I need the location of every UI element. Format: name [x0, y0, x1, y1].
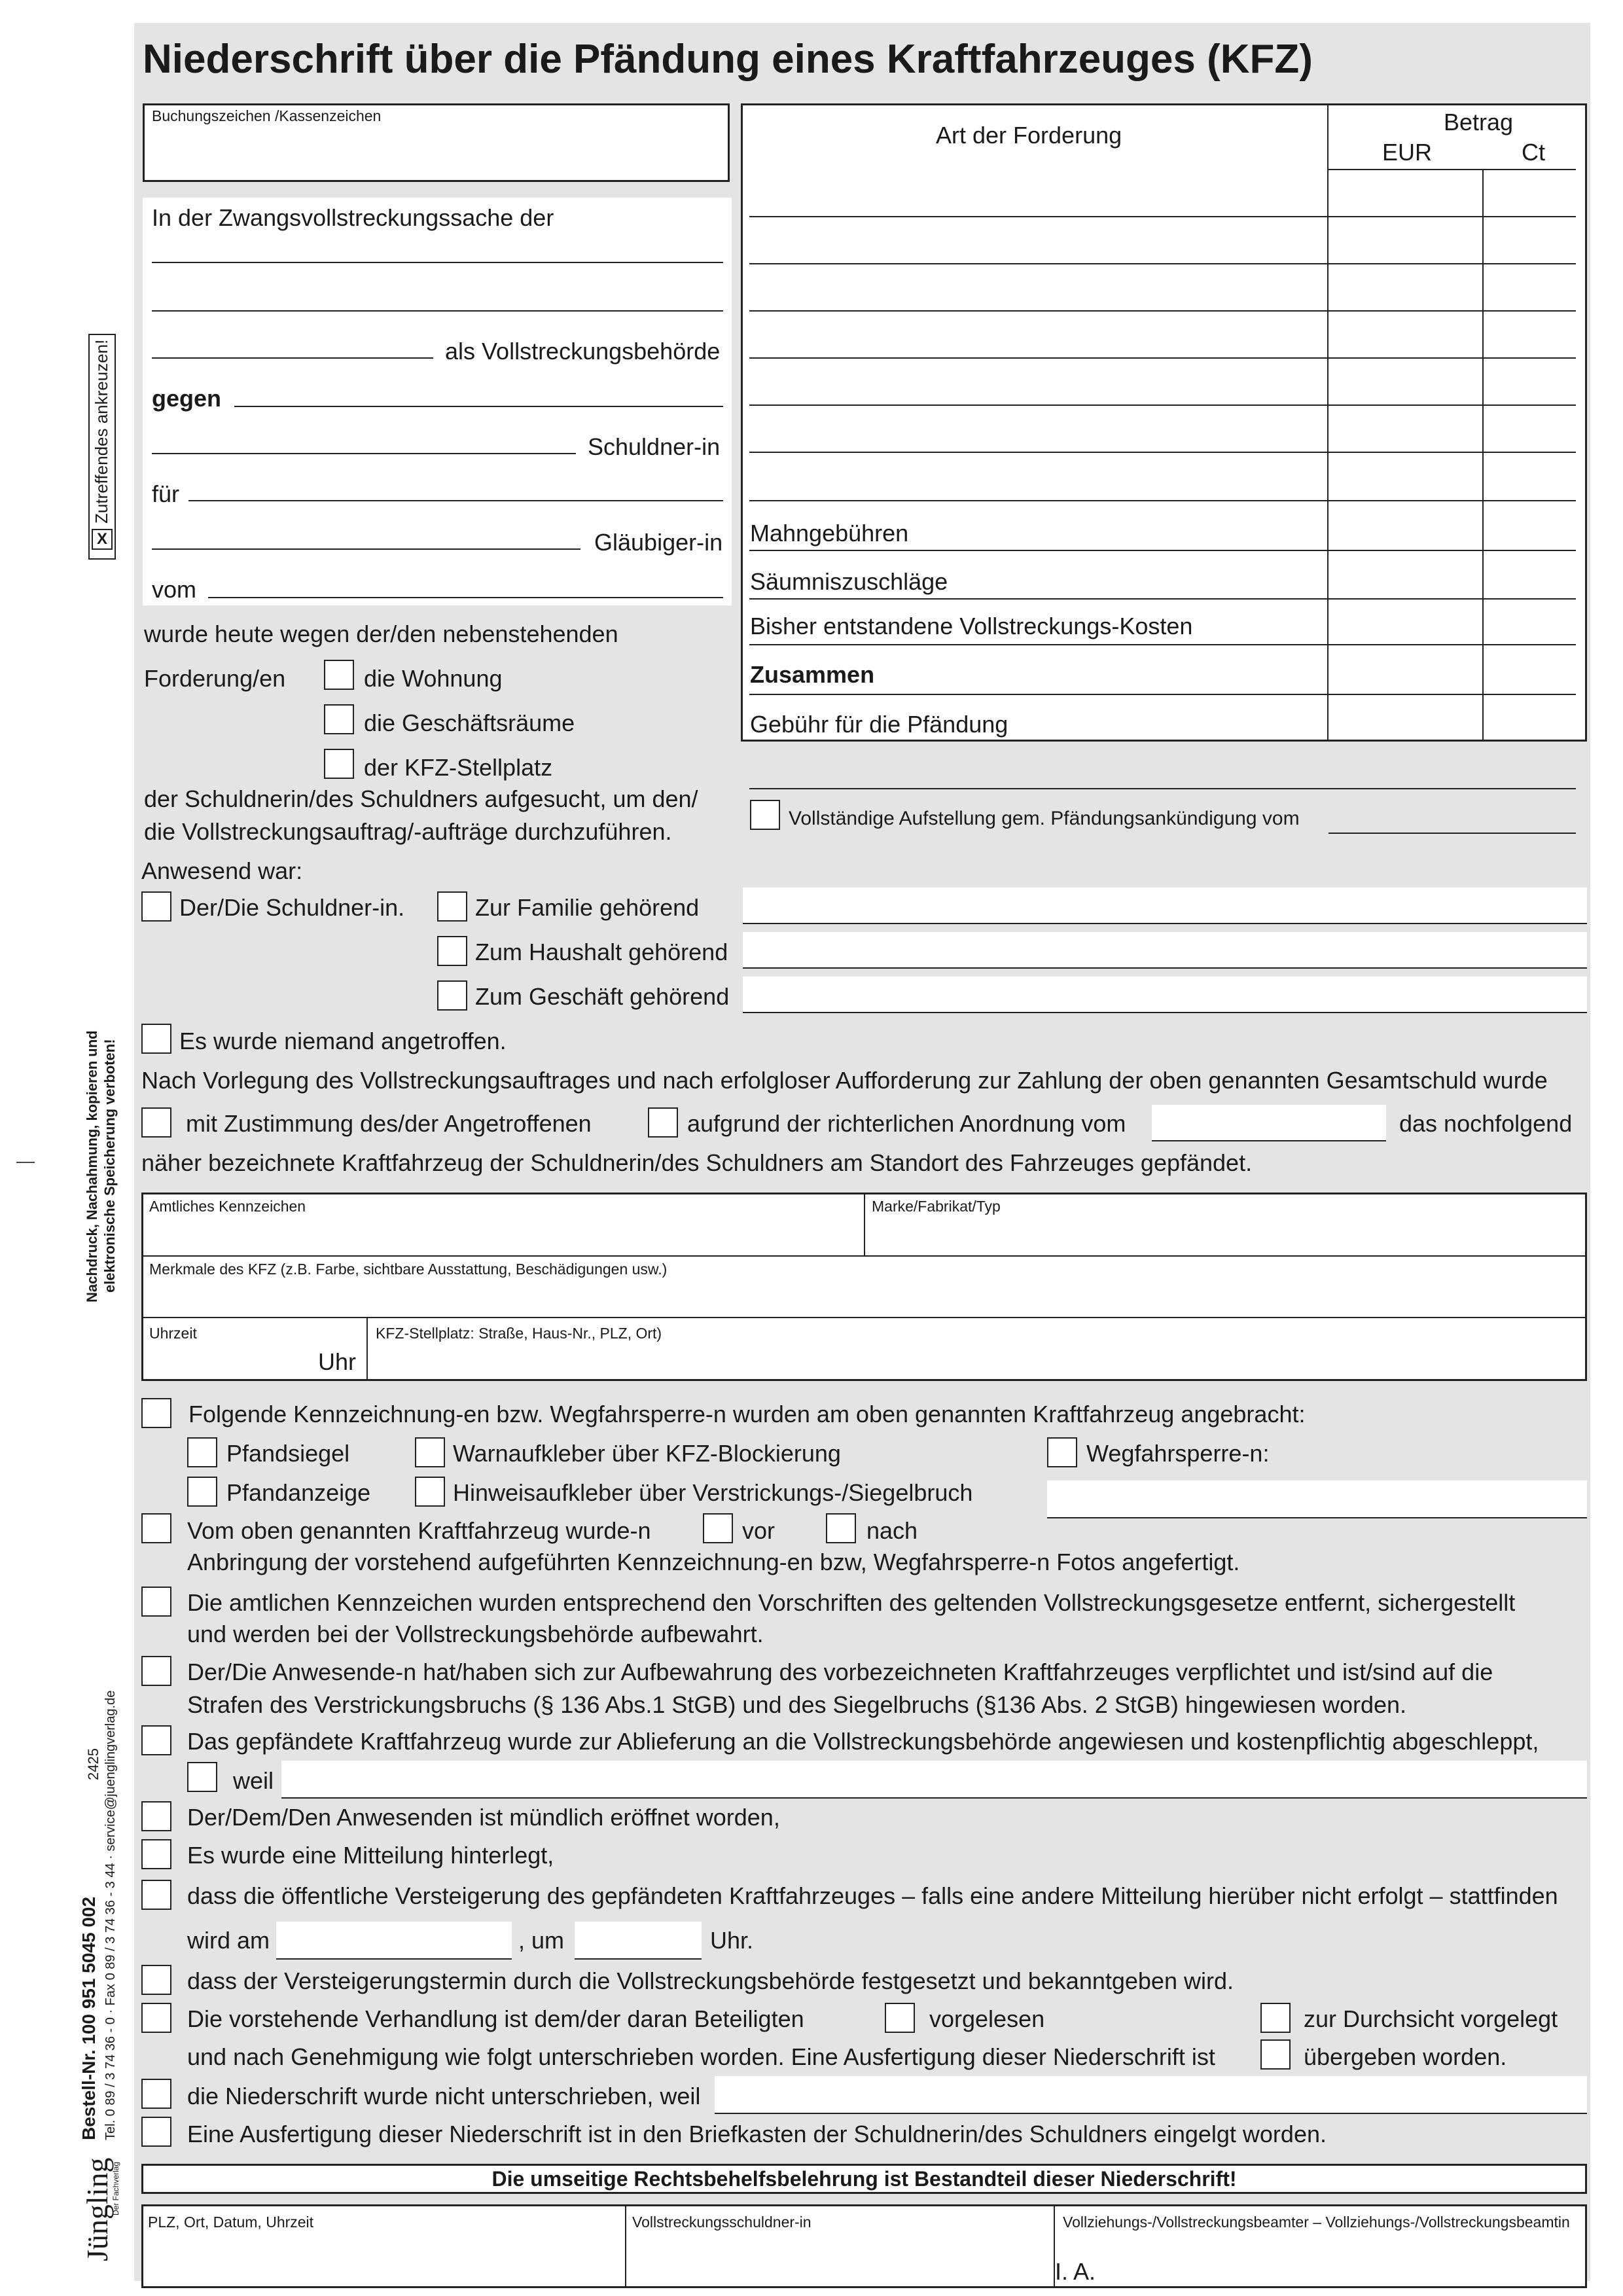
- claims-row-line[interactable]: [749, 452, 1576, 453]
- label-ia: I. A.: [1055, 2258, 1096, 2285]
- vehicle-divider-2: [366, 1317, 368, 1381]
- label-geschaeftsraeume: die Geschäftsräume: [364, 709, 575, 736]
- authority-line-2[interactable]: [152, 310, 723, 312]
- label-durchsicht: zur Durchsicht vorgelegt: [1304, 2005, 1558, 2032]
- claims-table: [741, 103, 1587, 742]
- label-vor: vor: [742, 1517, 776, 1544]
- input-geschaeft[interactable]: [743, 977, 1587, 1013]
- label-beamter-unterschrift: Vollziehungs-/Vollstreckungsbeamter – Vollziehungs-/Vollstreckungsbeamtin: [1063, 2214, 1570, 2231]
- claims-divider-ct: [1482, 169, 1484, 742]
- publisher-contact: Tel. 0 89 / 3 74 36 - 0 · Fax 0 89 / 3 74 36 - 3 44 · service@juenglingverlag.de: [103, 1690, 118, 2140]
- parties-text-4: die Vollstreckungsauftrag/-aufträge durchzuführen.: [144, 818, 672, 845]
- label-marke: Marke/Fabrikat/Typ: [872, 1198, 1001, 1215]
- label-versteigerung: dass die öffentliche Versteigerung des gepfändeten Kraftfahrzeuges – falls eine andere Mitteilung hierüber nicht erfolgt – stattfinden: [187, 1882, 1558, 1909]
- label-weil: weil: [233, 1767, 274, 1794]
- checkbox-aufstellung[interactable]: [750, 800, 780, 830]
- claims-row-line[interactable]: [749, 500, 1576, 501]
- checkbox-wegfahrsperre[interactable]: [1047, 1437, 1077, 1467]
- label-schuldner-unterschrift: Vollstreckungsschuldner-in: [632, 2214, 812, 2231]
- gegen-label: gegen: [152, 385, 222, 412]
- parties-text-2: Forderung/en: [144, 665, 286, 692]
- row-saeumniszuschlaege: Säumniszuschläge: [750, 568, 948, 595]
- label-pfandanzeige: Pfandanzeige: [226, 1479, 371, 1506]
- checkbox-weil[interactable]: [187, 1762, 217, 1792]
- input-wegfahrsperre[interactable]: [1047, 1480, 1587, 1518]
- input-versteigerung-zeit[interactable]: [575, 1922, 702, 1960]
- page-title: Niederschrift über die Pfändung eines Kraftfahrzeuges (KFZ): [143, 37, 1313, 82]
- claims-row-line[interactable]: [749, 263, 1576, 264]
- label-kennzeichen: Amtliches Kennzeichen: [149, 1198, 306, 1215]
- label-geschaeft: Zum Geschäft gehörend: [475, 983, 730, 1010]
- label-aufstellung: Vollständige Aufstellung gem. Pfändungsankündigung vom: [789, 808, 1300, 829]
- debtor-label: Schuldner-in: [588, 433, 721, 460]
- claims-row-line[interactable]: [749, 404, 1576, 406]
- label-uhr-punkt: Uhr.: [710, 1927, 754, 1954]
- row-mahngebuehren: Mahngebühren: [750, 520, 909, 547]
- checkbox-familie[interactable]: [437, 891, 467, 922]
- checkbox-kennzeichnung[interactable]: [141, 1398, 171, 1428]
- label-hinweisaufkleber: Hinweisaufkleber über Verstrickungs-/Siegelbruch: [453, 1479, 973, 1506]
- row-vollstreckungskosten: Bisher entstandene Vollstreckungs-Kosten: [750, 613, 1193, 639]
- label-wegfahrsperre: Wegfahrsperre-n:: [1086, 1440, 1270, 1467]
- parties-text-1: wurde heute wegen der/den nebenstehenden: [144, 620, 618, 647]
- seizure-line-1: Nach Vorlegung des Vollstreckungsauftrages und nach erfolgloser Aufforderung zur Zahlung der oben genannten Gesamtschuld wurde: [141, 1067, 1548, 1094]
- copyright-notice-2: elektronische Speicherung verboten!: [101, 1039, 118, 1293]
- label-niemand: Es wurde niemand angetroffen.: [179, 1028, 507, 1054]
- claims-row-line[interactable]: [749, 310, 1576, 312]
- claims-row-line[interactable]: [749, 644, 1576, 645]
- creditor-line-1[interactable]: [188, 500, 723, 501]
- checkbox-vorgelesen[interactable]: [885, 2003, 915, 2033]
- label-haushalt: Zum Haushalt gehörend: [475, 939, 728, 965]
- creditor-line-2[interactable]: [152, 548, 580, 550]
- authority-line-3[interactable]: [152, 357, 433, 359]
- checkbox-warnaufkleber[interactable]: [415, 1437, 445, 1467]
- creditor-label: Gläubiger-in: [594, 529, 723, 556]
- checkbox-fotos[interactable]: [141, 1513, 171, 1543]
- label-warnaufkleber: Warnaufkleber über KFZ-Blockierung: [453, 1440, 841, 1467]
- checkbox-hinweisaufkleber[interactable]: [415, 1477, 445, 1507]
- checkbox-uebergeben[interactable]: [1260, 2039, 1291, 2070]
- row-zusammen: Zusammen: [750, 661, 875, 688]
- label-nicht-unterschrieben: die Niederschrift wurde nicht unterschrieben, weil: [187, 2083, 701, 2109]
- checkbox-schuldner[interactable]: [141, 891, 171, 922]
- label-genehmigung: und nach Genehmigung wie folgt unterschrieben worden. Eine Ausfertigung dieser Niederschrift ist: [187, 2043, 1215, 2070]
- row-gebuehr-pfaendung: Gebühr für die Pfändung: [750, 711, 1008, 738]
- vehicle-row-line-1: [141, 1255, 1587, 1257]
- label-fotos-1: Vom oben genannten Kraftfahrzeug wurde-n: [187, 1517, 651, 1544]
- checkbox-kennzeichen-entfernt[interactable]: [141, 1587, 171, 1617]
- vehicle-row-line-2: [141, 1317, 1587, 1318]
- checkbox-fotos-nach[interactable]: [826, 1513, 856, 1543]
- checkbox-aufbewahrung[interactable]: [141, 1656, 171, 1686]
- checkbox-fotos-vor[interactable]: [703, 1513, 733, 1543]
- label-uhr: Uhr: [318, 1348, 357, 1375]
- label-schuldner: Der/Die Schuldner-in.: [179, 894, 405, 921]
- input-anordnung-datum[interactable]: [1152, 1105, 1386, 1141]
- publisher-subtitle: Der Fachverlag: [111, 2161, 120, 2215]
- checkbox-verhandlung[interactable]: [141, 2003, 171, 2033]
- legal-notice: Die umseitige Rechtsbehelfsbelehrung ist Bestandteil dieser Niederschrift!: [141, 2164, 1587, 2194]
- aufstellung-date-line[interactable]: [1329, 833, 1576, 834]
- checkbox-geschaeftsraeume[interactable]: [324, 704, 354, 734]
- input-haushalt[interactable]: [743, 932, 1587, 969]
- checkbox-mitteilung[interactable]: [141, 1839, 171, 1869]
- checkbox-termin[interactable]: [141, 1965, 171, 1995]
- label-wohnung: die Wohnung: [364, 665, 503, 692]
- debtor-line-1[interactable]: [234, 406, 723, 407]
- label-merkmale: Merkmale des KFZ (z.B. Farbe, sichtbare Ausstattung, Beschädigungen usw.): [149, 1261, 668, 1278]
- checkbox-geschaeft[interactable]: [437, 980, 467, 1011]
- checkbox-eroeffnet[interactable]: [141, 1801, 171, 1831]
- parties-intro: In der Zwangsvollstreckungssache der: [152, 204, 554, 231]
- side-tick: [16, 1162, 35, 1163]
- label-aufbewahrung-2: Strafen des Verstrickungsbruchs (§ 136 Abs.1 StGB) und des Siegelbruchs (§136 Abs. 2 StGB) hingewiesen worden.: [187, 1691, 1407, 1718]
- label-mitteilung: Es wurde eine Mitteilung hinterlegt,: [187, 1842, 554, 1869]
- claims-row-line[interactable]: [749, 357, 1576, 359]
- fuer-label: für: [152, 480, 180, 507]
- checkbox-nicht-unterschrieben[interactable]: [141, 2079, 171, 2109]
- col-ct-header: Ct: [1522, 139, 1545, 166]
- claims-row-line[interactable]: [749, 550, 1576, 551]
- checkbox-zustimmung[interactable]: [141, 1107, 171, 1138]
- checkbox-haushalt[interactable]: [437, 936, 467, 966]
- form-code: 2425: [85, 1748, 101, 1780]
- signature-divider-1: [625, 2204, 626, 2288]
- col-betrag-header: Betrag: [1444, 109, 1514, 135]
- publisher-logo: Jüngling: [80, 2157, 114, 2261]
- label-stellplatz: der KFZ-Stellplatz: [364, 754, 553, 781]
- label-pfandsiegel: Pfandsiegel: [226, 1440, 350, 1467]
- checkbox-abgeschleppt[interactable]: [141, 1725, 171, 1755]
- claims-divider-art: [1327, 103, 1329, 742]
- presence-heading: Anwesend war:: [141, 857, 303, 884]
- seizure-line-3: näher bezeichnete Kraftfahrzeug der Schuldnerin/des Schuldners am Standort des Fahrzeuges gepfändet.: [141, 1149, 1253, 1176]
- checkbox-wohnung[interactable]: [324, 660, 354, 690]
- label-kennzeichen-1: Die amtlichen Kennzeichen wurden entsprechend den Vorschriften des geltenden Vollstreckungsgesetze entfernt, sichergestellt: [187, 1589, 1516, 1616]
- label-wird-am: wird am: [187, 1927, 270, 1954]
- label-anordnung: aufgrund der richterlichen Anordnung vom: [687, 1110, 1126, 1137]
- vehicle-divider-1: [864, 1193, 865, 1257]
- col-art-header: Art der Forderung: [936, 122, 1122, 149]
- copyright-notice-1: Nachdruck, Nachahmung, kopieren und: [84, 1030, 100, 1302]
- input-nicht-unterschrieben-grund[interactable]: [715, 2076, 1587, 2114]
- label-ort-datum: PLZ, Ort, Datum, Uhrzeit: [148, 2214, 314, 2231]
- label-uhrzeit: Uhrzeit: [149, 1325, 197, 1342]
- claims-row-line[interactable]: [749, 598, 1576, 600]
- authority-line-1[interactable]: [152, 262, 723, 263]
- claims-header-line: [1327, 169, 1576, 170]
- vom-line[interactable]: [208, 597, 723, 598]
- checkbox-anordnung[interactable]: [648, 1107, 678, 1138]
- parties-text-3: der Schuldnerin/des Schuldners aufgesucht, um den/: [144, 785, 698, 812]
- label-familie: Zur Familie gehörend: [475, 894, 700, 921]
- label-termin: dass der Versteigerungstermin durch die Vollstreckungsbehörde festgesetzt und bekanntgeben wird.: [187, 1967, 1234, 1994]
- label-uebergeben: übergeben worden.: [1304, 2043, 1507, 2070]
- claims-extra-line[interactable]: [749, 788, 1576, 789]
- label-nachfolgend: das nochfolgend: [1399, 1110, 1573, 1137]
- label-abgeschleppt: Das gepfändete Kraftfahrzeug wurde zur Ablieferung an die Vollstreckungsbehörde angewiesen und kostenpflichtig abgeschleppt,: [187, 1728, 1539, 1755]
- check-hint-mark: X: [92, 529, 113, 550]
- label-stellplatz-adresse: KFZ-Stellplatz: Straße, Haus-Nr., PLZ, Ort): [376, 1325, 662, 1342]
- claims-row-line[interactable]: [749, 694, 1576, 695]
- label-nach: nach: [866, 1517, 918, 1544]
- label-aufbewahrung-1: Der/Die Anwesende-n hat/haben sich zur Aufbewahrung des vorbezeichneten Kraftfahrzeuges verpflichtet und ist/sind auf die: [187, 1659, 1493, 1685]
- vom-label: vom: [152, 576, 197, 603]
- claims-row-line[interactable]: [749, 216, 1576, 217]
- checkbox-versteigerung[interactable]: [141, 1880, 171, 1910]
- input-familie[interactable]: [743, 888, 1587, 924]
- label-um: , um: [518, 1927, 565, 1954]
- checkbox-pfandanzeige[interactable]: [187, 1477, 217, 1507]
- checkbox-niemand[interactable]: [141, 1024, 171, 1054]
- aktenzeichen-label: Buchungszeichen /Kassenzeichen: [152, 107, 382, 124]
- checkbox-durchsicht[interactable]: [1260, 2003, 1291, 2033]
- label-zustimmung: mit Zustimmung des/der Angetroffenen: [186, 1110, 592, 1137]
- authority-label: als Vollstreckungsbehörde: [445, 338, 721, 365]
- label-fotos-2: Anbringung der vorstehend aufgeführten Kennzeichnung-en bzw, Wegfahrsperre-n Fotos angefertigt.: [187, 1549, 1240, 1575]
- label-vorgelesen: vorgelesen: [929, 2005, 1045, 2032]
- checkbox-stellplatz[interactable]: [324, 749, 354, 779]
- label-kennzeichen-2: und werden bei der Vollstreckungsbehörde aufbewahrt.: [187, 1621, 764, 1647]
- input-versteigerung-datum[interactable]: [276, 1922, 512, 1960]
- input-weil[interactable]: [281, 1761, 1587, 1799]
- label-folgende: Folgende Kennzeichnung-en bzw. Wegfahrsperre-n wurden am oben genannten Kraftfahrzeug angebracht:: [188, 1401, 1306, 1427]
- label-eroeffnet: Der/Dem/Den Anwesenden ist mündlich eröffnet worden,: [187, 1804, 780, 1831]
- checkbox-pfandsiegel[interactable]: [187, 1437, 217, 1467]
- checkbox-briefkasten[interactable]: [141, 2117, 171, 2147]
- debtor-line-2[interactable]: [152, 453, 576, 454]
- col-eur-header: EUR: [1382, 139, 1433, 166]
- order-number: Bestell-Nr. 100 951 5045 002: [79, 1896, 99, 2140]
- label-verhandlung: Die vorstehende Verhandlung ist dem/der daran Beteiligten: [187, 2005, 804, 2032]
- check-hint-text: Zutreffendes ankreuzen!: [92, 339, 111, 524]
- label-briefkasten: Eine Ausfertigung dieser Niederschrift ist in den Briefkasten der Schuldnerin/des Schuldners eingelgt worden.: [187, 2121, 1327, 2147]
